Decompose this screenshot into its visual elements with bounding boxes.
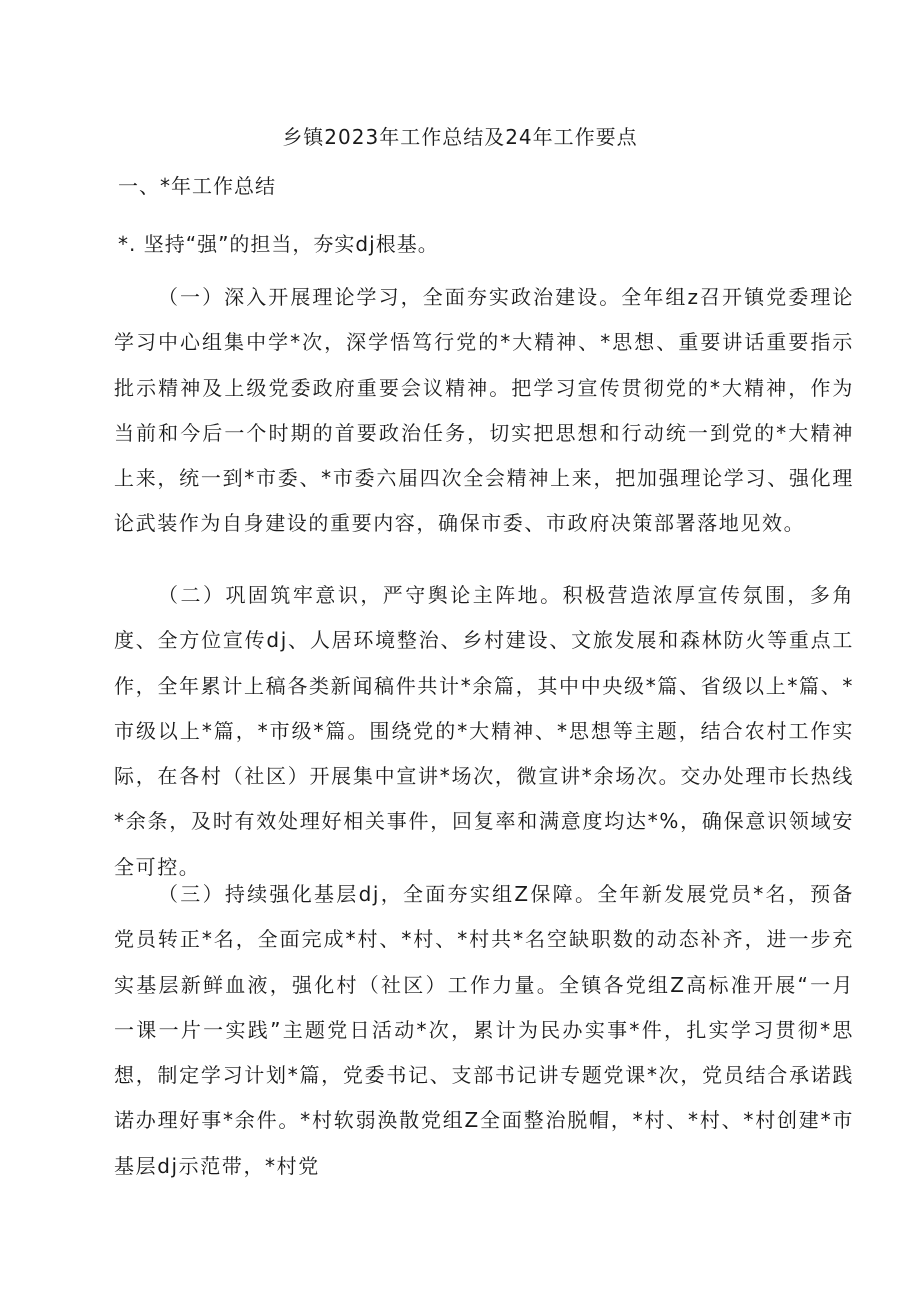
document-title: 乡镇2023年工作总结及24年工作要点 [282,125,638,149]
paragraph-theory-study: （一）深入开展理论学习，全面夯实政治建设。全年组z召开镇党委理论学习中心组集中学*次，深学悟笃行党的*大精神、*思想、重要讲话重要指示批示精神及上级党委政府重要会议精神。把学习宣传贯彻党的*大精神，作为当前和今后一个时期的首要政治任务，切实把思想和行动统一到党的*大精神上来，统一到*市委、*市委六届四次全会精神上来，把加强理论学习、强化理论武装作为自身建设的重要内容，确保市委、市政府决策部署落地见效。 [114,285,854,536]
subsection-heading: *. 坚持“强”的担当，夯实dj根基。 [118,232,439,256]
paragraph-grassroots: （三）持续强化基层dj，全面夯实组Z保障。全年新发展党员*名，预备党员转正*名，全面完成*村、*村、*村共*名空缺职数的动态补齐，进一步充实基层新鲜血液，强化村（社区）工作力量。全镇各党组Z高标准开展“一月一课一片一实践”主题党日活动*次，累计为民办实事*件，扎实学习贯彻*思想，制定学习计划*篇，党委书记、支部书记讲专题党课*次，党员结合承诺践诺办理好事*余件。*村软弱涣散党组Z全面整治脱帽，*村、*村、*村创建*市基层dj示范带，*村党 [114,882,854,1178]
paragraph-publicity: （二）巩固筑牢意识，严守舆论主阵地。积极营造浓厚宣传氛围，多角度、全方位宣传dj、人居环境整治、乡村建设、文旅发展和森林防火等重点工作，全年累计上稿各类新闻稿件共计*余篇，其中中央级*篇、省级以上*篇、*市级以上*篇，*市级*篇。围绕党的*大精神、*思想等主题，结合农村工作实际，在各村（社区）开展集中宣讲*场次，微宣讲*余场次。交办处理市长热线*余条，及时有效处理好相关事件，回复率和满意度均达*%，确保意识领域安全可控。 [114,583,854,879]
section-heading: 一、*年工作总结 [118,174,276,198]
